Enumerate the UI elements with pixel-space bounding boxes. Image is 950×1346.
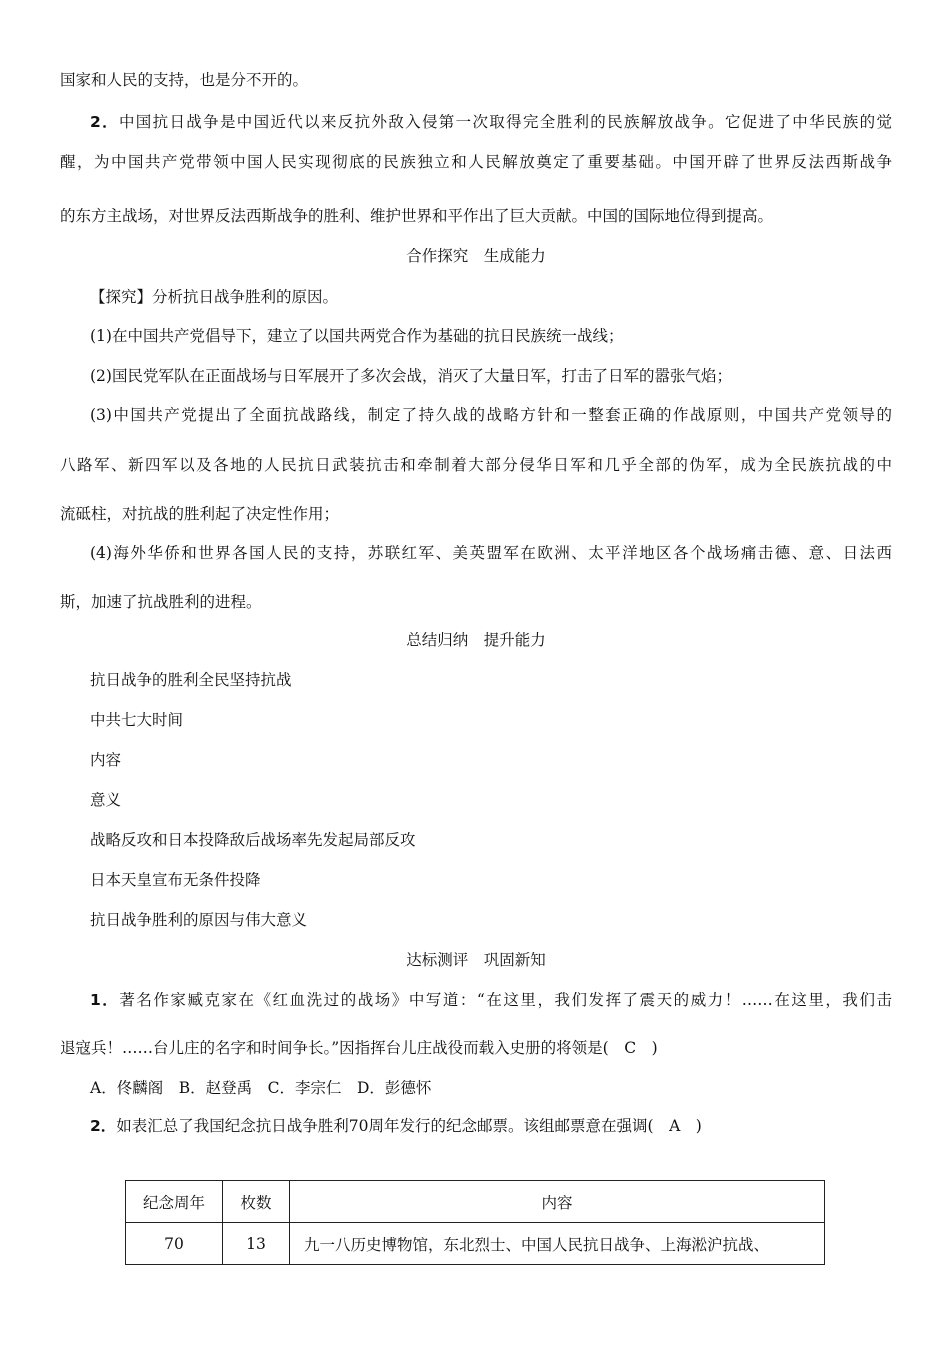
question-text: 著名作家臧克家在《红血洗过的战场》中写道：“在这里，我们发挥了震天的威力！……在这里，我们击 — [119, 991, 892, 1009]
paragraph-line: 国家和人民的支持，也是分不开的。 — [60, 71, 309, 89]
question-line — [90, 1114, 892, 1138]
question-line — [90, 988, 892, 1012]
table-row — [126, 1223, 825, 1265]
paragraph-line: 的东方主战场，对世界反法西斯战争的胜利、维护世界和平作出了巨大贡献。中国的国际地位得到提高。 — [60, 207, 774, 225]
table-cell: 70 — [126, 1223, 223, 1265]
item-number: 2． — [90, 1117, 117, 1135]
section-heading: 达标测评 巩固新知 — [406, 951, 546, 969]
summary-item: 抗日战争胜利的原因与伟大意义 — [90, 911, 308, 929]
paragraph-line: (2)国民党军队在正面战场与日军展开了多次会战，消灭了大量日军，打击了日军的嚣张气焰； — [90, 367, 732, 385]
summary-item: 抗日战争的胜利全民坚持抗战 — [90, 671, 292, 689]
table-header-cell: 纪念周年 — [126, 1181, 223, 1223]
item-number: 1． — [90, 991, 120, 1009]
paragraph-line: 八路军、新四军以及各地的人民抗日武装抗击和牵制着大部分侵华日军和几乎全部的伪军，成为全民族抗战的中 — [60, 456, 892, 474]
section-heading: 合作探究 生成能力 — [406, 247, 546, 265]
summary-item: 意义 — [90, 791, 122, 809]
item-number: 2． — [90, 113, 119, 131]
summary-item: 日本天皇宣布无条件投降 — [90, 871, 261, 889]
paragraph-line: 【探究】分析抗日战争胜利的原因。 — [90, 288, 339, 306]
paragraph-line — [90, 110, 892, 134]
summary-item: 内容 — [90, 751, 122, 769]
question-text: 如表汇总了我国纪念抗日战争胜利70周年发行的纪念邮票。该组邮票意在强调( A ) — [116, 1117, 702, 1135]
summary-item: 中共七大时间 — [90, 711, 184, 729]
paragraph-line: (4)海外华侨和世界各国人民的支持，苏联红军、美英盟军在欧洲、太平洋地区各个战场痛击德、意、日法西 — [90, 544, 892, 562]
table-header-cell: 枚数 — [223, 1181, 290, 1223]
paragraph-line: 流砥柱，对抗战的胜利起了决定性作用； — [60, 505, 340, 523]
paragraph-text: 中国抗日战争是中国近代以来反抗外敌入侵第一次取得完全胜利的民族解放战争。它促进了中华民族的觉 — [118, 113, 892, 131]
answer-options: A．佟麟阁 B．赵登禹 C．李宗仁 D．彭德怀 — [90, 1079, 432, 1097]
stamps-table — [125, 1180, 825, 1265]
paragraph-line: 醒，为中国共产党带领中国人民实现彻底的民族独立和人民解放奠定了重要基础。中国开辟了世界反法西斯战争 — [60, 153, 892, 171]
question-line: 退寇兵！……台儿庄的名字和时间争长。”因指挥台儿庄战役而载入史册的将领是( C ) — [60, 1039, 658, 1057]
table-header-row — [126, 1181, 825, 1223]
paragraph-line: 斯，加速了抗战胜利的进程。 — [60, 593, 262, 611]
paragraph-line: (3)中国共产党提出了全面抗战路线，制定了持久战的战略方针和一整套正确的作战原则，中国共产党领导的 — [90, 406, 892, 424]
section-heading: 总结归纳 提升能力 — [406, 631, 546, 649]
table-cell: 九一八历史博物馆，东北烈士、中国人民抗日战争、上海淞沪抗战、 — [290, 1223, 825, 1265]
table-cell: 13 — [223, 1223, 290, 1265]
paragraph-line: (1)在中国共产党倡导下，建立了以国共两党合作为基础的抗日民族统一战线； — [90, 327, 624, 345]
table-header-cell: 内容 — [290, 1181, 825, 1223]
summary-item: 战略反攻和日本投降敌后战场率先发起局部反攻 — [90, 831, 416, 849]
